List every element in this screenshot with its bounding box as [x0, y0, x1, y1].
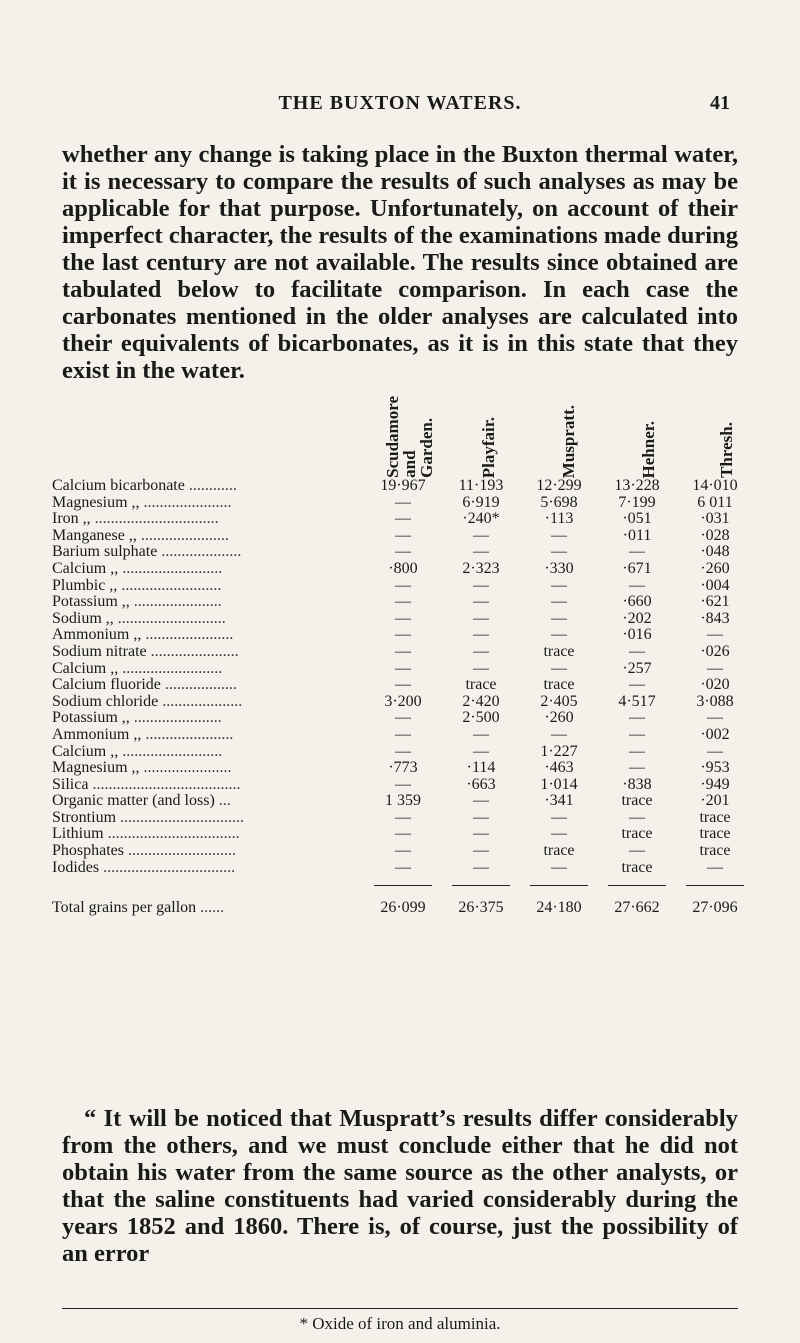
row-label-text: Sodium chloride [52, 693, 159, 710]
table-cell: — [551, 825, 567, 843]
row-label [52, 661, 364, 678]
leader-dots: .................. [164, 677, 237, 694]
table-cell: ·113 [544, 510, 574, 528]
row-label-text: Lithium [52, 826, 104, 843]
leader-dots: ............................... [94, 511, 219, 528]
row-label-text: Strontium [52, 809, 117, 826]
table-cell: — [395, 842, 411, 860]
table-cell: — [395, 626, 411, 644]
row-label [52, 860, 364, 877]
table-cell: — [551, 609, 567, 627]
row-label [52, 826, 364, 843]
table-cell: — [551, 626, 567, 644]
table-cell: — [629, 759, 645, 777]
table-cell: ·048 [700, 543, 730, 561]
row-label-text: Manganese ,, [52, 527, 137, 544]
leader-dots: ...................... [143, 760, 232, 777]
row-label [52, 644, 364, 661]
table-cell: trace [621, 825, 653, 843]
table-cell: — [395, 858, 411, 876]
table-cell: 2·405 [540, 692, 578, 710]
table-cell: ·202 [622, 609, 652, 627]
table-cell: — [395, 676, 411, 694]
total-row [52, 886, 754, 917]
row-label [52, 594, 364, 611]
total-rule [598, 876, 676, 886]
leader-dots: ......................... [122, 743, 223, 760]
table-cell: 3·200 [384, 692, 422, 710]
table-cell: ·621 [700, 593, 730, 611]
row-label [52, 810, 364, 827]
row-label-text: Plumbic ,, [52, 577, 118, 594]
leader-dots: ..................................... [92, 776, 241, 793]
table-cell: — [629, 576, 645, 594]
row-label [52, 478, 364, 495]
footnote-rule [62, 1308, 738, 1309]
table-cell: ·114 [466, 759, 496, 777]
table-cell: ·949 [700, 775, 730, 793]
row-label [52, 544, 364, 561]
table-row [52, 760, 754, 777]
row-label-text: Magnesium ,, [52, 494, 140, 511]
table-cell: ·773 [388, 759, 418, 777]
table-cell: — [629, 725, 645, 743]
table-cell: — [395, 775, 411, 793]
table-cell: — [707, 742, 723, 760]
table-cell: ·660 [622, 593, 652, 611]
row-label [52, 710, 364, 727]
table-cell: ·838 [622, 775, 652, 793]
row-label-text: Iodides [52, 859, 100, 876]
intro-paragraph: whether any change is taking place in the Buxton thermal water, it is necessary to compare the results of such analyses as may be applicable for that purpose. Unfortunately, on account of their imperfect character, the results of the examinations made during the last century are not available. The results since obtained are tabulated below to facilitate comparison. In each case the carbonates mentioned in the older analyses are calculated into their equivalents of bicarbonates, as it is in this state that they exist in the water. [62, 141, 738, 384]
table-cell: — [473, 792, 489, 810]
row-label-text: Calcium ,, [52, 560, 119, 577]
table-cell: — [551, 725, 567, 743]
table-cell: 3·088 [696, 692, 734, 710]
table-cell: — [551, 593, 567, 611]
leader-dots: ...................... [133, 594, 222, 611]
table-cell: trace [621, 792, 653, 810]
table-row [52, 793, 754, 810]
row-label-text: Potassium ,, [52, 594, 130, 611]
table-row [52, 561, 754, 578]
table-cell: ·051 [622, 510, 652, 528]
table-cell: ·800 [388, 559, 418, 577]
table-row [52, 627, 754, 644]
table-cell: trace [543, 842, 575, 860]
leader-dots: ...................... [145, 726, 234, 743]
leader-dots: ................................. [103, 859, 236, 876]
table-cell: 2·500 [462, 709, 500, 727]
table-cell: 7·199 [618, 493, 656, 511]
table-cell: trace [543, 676, 575, 694]
table-cell: — [395, 576, 411, 594]
table-cell: 27·662 [614, 899, 660, 917]
table-cell: — [473, 576, 489, 594]
page-number: 41 [710, 92, 730, 114]
table-cell: ·257 [622, 659, 652, 677]
row-label-text: Organic matter (and loss) [52, 793, 215, 810]
leader-dots: ... [218, 793, 231, 810]
table-cell: — [707, 709, 723, 727]
row-label-text: Sodium nitrate [52, 643, 147, 660]
table-row [52, 860, 754, 877]
table-cell: 14·010 [692, 477, 738, 494]
table-cell: — [473, 659, 489, 677]
table-cell: 6·919 [462, 493, 500, 511]
table-cell: — [395, 825, 411, 843]
table-row [52, 744, 754, 761]
row-label-text: Silica [52, 776, 89, 793]
table-cell: — [707, 858, 723, 876]
table-cell: — [395, 742, 411, 760]
table-cell: trace [699, 825, 731, 843]
table-cell: trace [621, 858, 653, 876]
table-row [52, 826, 754, 843]
table-cell: — [473, 842, 489, 860]
total-rule [520, 876, 598, 886]
leader-dots: ...................... [143, 494, 232, 511]
row-label-text: Barium sulphate [52, 544, 158, 561]
table-cell: ·663 [466, 775, 496, 793]
table-row [52, 777, 754, 794]
table-cell: trace [543, 642, 575, 660]
table-cell: ·341 [544, 792, 574, 810]
row-label [52, 677, 364, 694]
table-cell: — [629, 808, 645, 826]
table-cell: ·463 [544, 759, 574, 777]
table-cell: — [395, 593, 411, 611]
row-label [52, 495, 364, 512]
leader-dots: ...................... [145, 627, 234, 644]
table-cell: — [473, 742, 489, 760]
table-cell: trace [699, 842, 731, 860]
column-header-playfair: Playfair. [479, 416, 498, 478]
table-row [52, 495, 754, 512]
table-cell: — [629, 676, 645, 694]
total-rule [364, 876, 442, 886]
table-cell: 1 359 [385, 792, 421, 810]
table-cell: — [395, 725, 411, 743]
analysis-table-body [52, 478, 754, 917]
row-label-text: Potassium ,, [52, 710, 130, 727]
row-label [52, 561, 364, 578]
leader-dots: ...................... [140, 527, 229, 544]
table-cell: ·201 [700, 792, 730, 810]
row-label-text: Calcium ,, [52, 743, 119, 760]
leader-dots: ........................... [117, 610, 226, 627]
table-cell: ·260 [700, 559, 730, 577]
row-label-text: Sodium ,, [52, 610, 114, 627]
leader-dots: ...... [200, 899, 225, 917]
table-cell: ·020 [700, 676, 730, 694]
table-row [52, 478, 754, 495]
leader-dots: ......................... [121, 577, 222, 594]
rule-spacer [52, 876, 364, 886]
table-cell: 27·096 [692, 899, 738, 917]
table-cell: ·011 [622, 526, 652, 544]
table-cell: — [473, 543, 489, 561]
row-label [52, 744, 364, 761]
total-rule-row [52, 876, 754, 886]
table-cell: — [551, 659, 567, 677]
column-header-scudamore: Scudamore and Garden. [383, 396, 436, 478]
leader-dots: ............ [188, 478, 237, 494]
table-row [52, 694, 754, 711]
table-cell: 1·014 [540, 775, 578, 793]
row-label [52, 694, 364, 711]
table-cell: — [395, 493, 411, 511]
table-cell: — [395, 510, 411, 528]
table-row [52, 578, 754, 595]
running-title: THE BUXTON WATERS. [278, 92, 522, 114]
table-cell: — [707, 659, 723, 677]
table-cell: — [473, 526, 489, 544]
table-cell: 2·420 [462, 692, 500, 710]
table-cell: ·031 [700, 510, 730, 528]
table-cell: — [473, 626, 489, 644]
table-cell: ·026 [700, 642, 730, 660]
table-row [52, 611, 754, 628]
table-cell: — [629, 642, 645, 660]
table-cell: — [395, 808, 411, 826]
table-cell: 26·375 [458, 899, 504, 917]
table-cell: 2·323 [462, 559, 500, 577]
table-row [52, 594, 754, 611]
leader-dots: ......................... [122, 660, 223, 677]
row-label-text: Phosphates [52, 843, 124, 860]
table-cell: 6 011 [697, 493, 733, 511]
row-label-text: Magnesium ,, [52, 760, 140, 777]
row-label-text: Ammonium ,, [52, 726, 142, 743]
table-cell: — [551, 808, 567, 826]
table-cell: — [473, 725, 489, 743]
row-label-text: Calcium ,, [52, 660, 119, 677]
table-cell: ·330 [544, 559, 574, 577]
table-cell: — [473, 825, 489, 843]
table-cell: ·671 [622, 559, 652, 577]
table-row [52, 661, 754, 678]
table-row [52, 710, 754, 727]
table-cell: — [395, 709, 411, 727]
table-row [52, 511, 754, 528]
table-cell: ·260 [544, 709, 574, 727]
table-cell: ·843 [700, 609, 730, 627]
total-rule [676, 876, 754, 886]
table-cell: — [551, 526, 567, 544]
table-cell: — [629, 742, 645, 760]
leader-dots: ......................... [122, 560, 223, 577]
table-cell: — [473, 609, 489, 627]
row-label [52, 611, 364, 628]
column-headers [52, 396, 754, 478]
column-header-hehner: Hehner. [639, 420, 658, 478]
table-row [52, 843, 754, 860]
table-cell: ·028 [700, 526, 730, 544]
leader-dots: .................... [161, 544, 242, 561]
row-label [52, 760, 364, 777]
column-header-muspratt: Muspratt. [559, 404, 578, 478]
table-row [52, 528, 754, 545]
row-label [52, 528, 364, 545]
table-cell: 1·227 [540, 742, 578, 760]
table-cell: trace [699, 808, 731, 826]
table-cell: — [473, 593, 489, 611]
table-row [52, 544, 754, 561]
row-label-text: Calcium bicarbonate [52, 478, 185, 494]
row-label [52, 627, 364, 644]
table-cell: — [629, 709, 645, 727]
row-label [52, 727, 364, 744]
running-head [60, 92, 740, 122]
table-cell: 11·193 [458, 477, 504, 494]
table-cell: — [551, 576, 567, 594]
table-cell: — [395, 526, 411, 544]
row-label [52, 511, 364, 528]
analysis-table [52, 396, 754, 917]
table-cell: ·240* [462, 510, 500, 528]
table-row [52, 677, 754, 694]
table-cell: — [395, 609, 411, 627]
table-cell: — [473, 858, 489, 876]
table-row [52, 810, 754, 827]
table-cell: 4·517 [618, 692, 656, 710]
row-label-text: Calcium fluoride [52, 677, 161, 694]
table-cell: ·004 [700, 576, 730, 594]
table-cell: 19·967 [380, 477, 426, 494]
table-cell: trace [465, 676, 497, 694]
footnote: * Oxide of iron and aluminia. [299, 1314, 501, 1333]
table-cell: 26·099 [380, 899, 426, 917]
table-cell: 5·698 [540, 493, 578, 511]
table-cell: ·002 [700, 725, 730, 743]
row-label-text: Iron ,, [52, 511, 91, 528]
column-header-thresh: Thresh. [717, 422, 736, 478]
table-cell: — [629, 842, 645, 860]
table-cell: 12·299 [536, 477, 582, 494]
table-cell: ·016 [622, 626, 652, 644]
table-cell: — [551, 858, 567, 876]
row-label-text: Total grains per gallon [52, 899, 197, 917]
row-label [52, 886, 364, 917]
leader-dots: .................... [162, 693, 243, 710]
table-cell: — [395, 543, 411, 561]
table-cell: — [473, 808, 489, 826]
leader-dots: ............................... [120, 809, 245, 826]
table-cell: ·953 [700, 759, 730, 777]
row-label [52, 578, 364, 595]
total-rule [442, 876, 520, 886]
row-label [52, 777, 364, 794]
leader-dots: ...................... [150, 643, 239, 660]
table-cell: — [395, 659, 411, 677]
leader-dots: ........................... [128, 843, 236, 860]
table-cell: — [473, 642, 489, 660]
table-cell: — [629, 543, 645, 561]
row-label [52, 843, 364, 860]
closing-paragraph: “ It will be noticed that Muspratt’s results differ considerably from the others, and we must conclude either that he did not obtain his water from the same source as the other analysts, or that the saline constituents had varied considerably during the years 1852 and 1860. There is, of course, just the possibility of an error [62, 1105, 738, 1267]
table-cell: — [707, 626, 723, 644]
row-label [52, 793, 364, 810]
row-label-text: Ammonium ,, [52, 627, 142, 644]
leader-dots: ...................... [133, 710, 222, 727]
table-cell: — [395, 642, 411, 660]
leader-dots: ................................. [107, 826, 240, 843]
table-cell: — [551, 543, 567, 561]
table-cell: 24·180 [536, 899, 582, 917]
table-row [52, 644, 754, 661]
table-cell: 13·228 [614, 477, 660, 494]
table-row [52, 727, 754, 744]
